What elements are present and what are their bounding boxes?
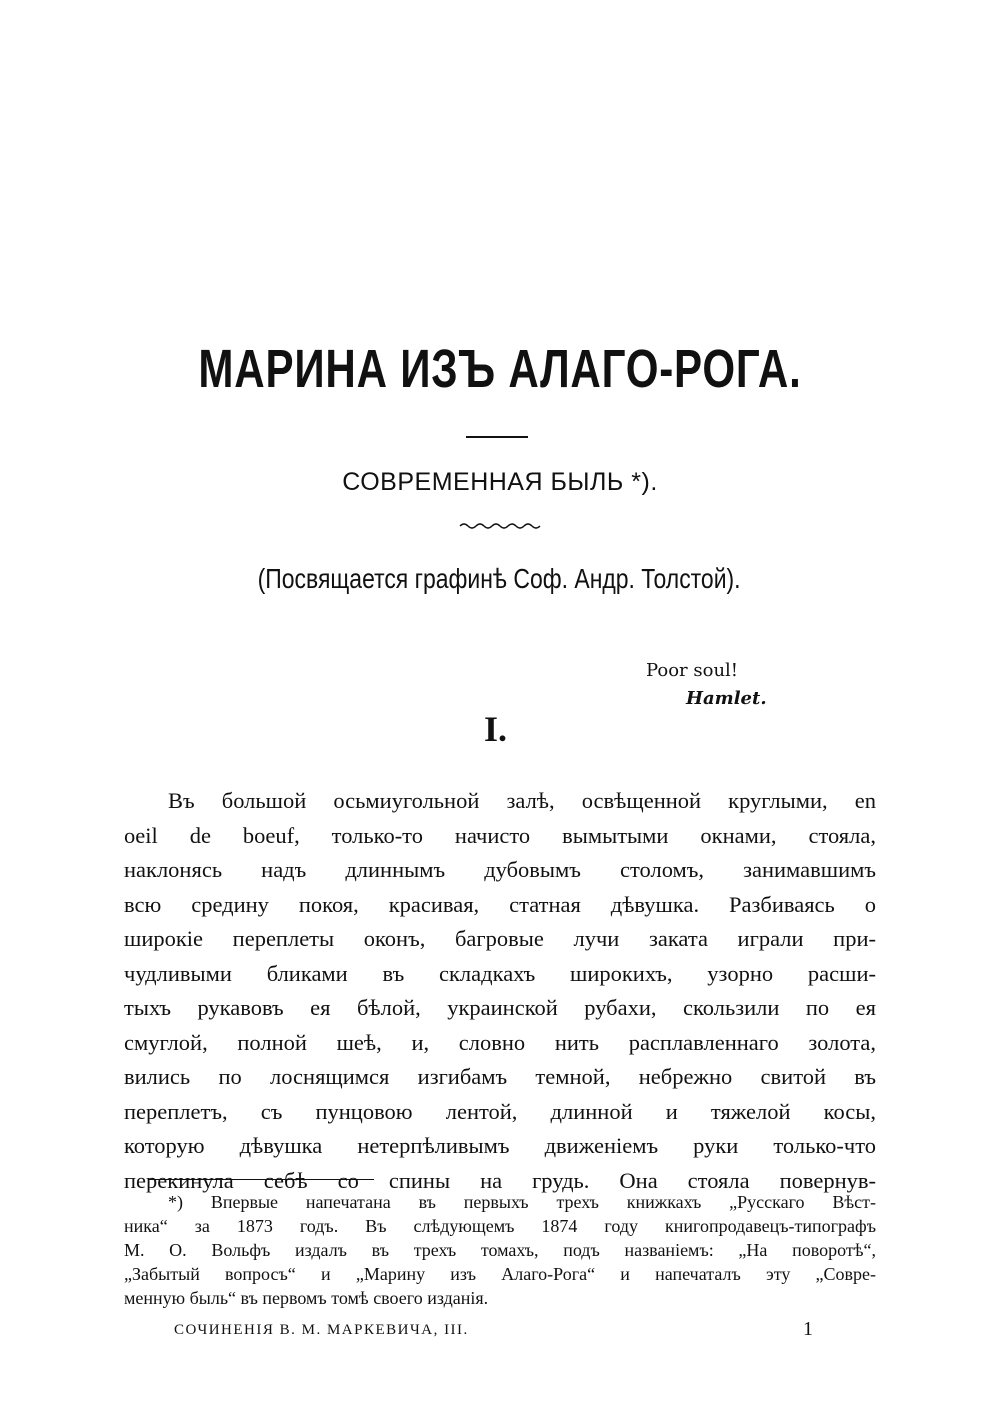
body-line: всю средину покоя, красивая, статная дѣвушка. Разбиваясь о <box>124 891 876 917</box>
body-line: перекинула себѣ со спины на грудь. Она стояла повернув- <box>124 1167 876 1193</box>
footnote-line: менную быль“ въ первомъ томѣ своего изданія. <box>124 1288 489 1308</box>
body-text <box>124 784 876 1198</box>
dedication: (Посвящается графинѣ Соф. Андр. Толстой). <box>257 563 741 594</box>
epigraph-quote: Poor soul! <box>646 660 739 681</box>
body-line: переплетъ, съ пунцовою лентой, длинной и тяжелой косы, <box>124 1098 876 1124</box>
body-line: чудливыми бликами въ складкахъ широкихъ, узорно расши- <box>124 960 876 986</box>
footnote-line: *) Впервые напечатана въ первыхъ трехъ книжкахъ „Русскаго Вѣст- <box>168 1192 876 1212</box>
footnote <box>124 1190 876 1310</box>
body-line: широкіе переплеты оконъ, багровые лучи заката играли при- <box>124 926 876 951</box>
body-line: вились по лоснящимся изгибамъ темной, небрежно свитой въ <box>124 1064 876 1089</box>
wavy-ornament-icon <box>458 520 542 530</box>
page-number: 1 <box>803 1318 813 1340</box>
footnote-line: „Забытый вопросъ“ и „Марину изъ Алаго-Рога“ и напечаталъ эту „Совре- <box>124 1264 876 1284</box>
body-line: Въ большой осьмиугольной залѣ, освѣщенной круглыми, en <box>168 788 876 813</box>
epigraph-source: Hamlet. <box>686 688 767 709</box>
body-line: которую дѣвушка нетерпѣливымъ движеніемъ руки только-что <box>124 1133 876 1158</box>
footnote-line: ника“ за 1873 годъ. Въ слѣдующемъ 1874 году книгопродавецъ-типографъ <box>124 1216 876 1236</box>
subtitle: СОВРЕМЕННАЯ БЫЛЬ *). <box>342 468 658 496</box>
body-line: смуглой, полной шеѣ, и, словно нить расплавленнаго золота, <box>124 1029 876 1055</box>
page-title: МАРИНА ИЗЪ АЛАГО-РОГА. <box>198 339 802 399</box>
footer-signature: СОЧИНЕНІЯ В. М. МАРКЕВИЧА, III. <box>174 1322 469 1338</box>
body-line: тыхъ рукавовъ ея бѣлой, украинской рубахи, скользили по ея <box>124 995 876 1020</box>
footnote-line: М. О. Вольфъ издалъ въ трехъ томахъ, подъ названіемъ: „На поворотѣ“, <box>124 1240 876 1260</box>
chapter-number: I. <box>484 709 508 749</box>
body-line: oeil de boeuf, только-то начисто вымытыми окнами, стояла, <box>124 822 876 848</box>
footnote-divider <box>148 1179 374 1180</box>
title-divider <box>466 436 528 438</box>
body-line: наклонясь надъ длиннымъ дубовымъ столомъ, занимавшимъ <box>124 857 876 882</box>
